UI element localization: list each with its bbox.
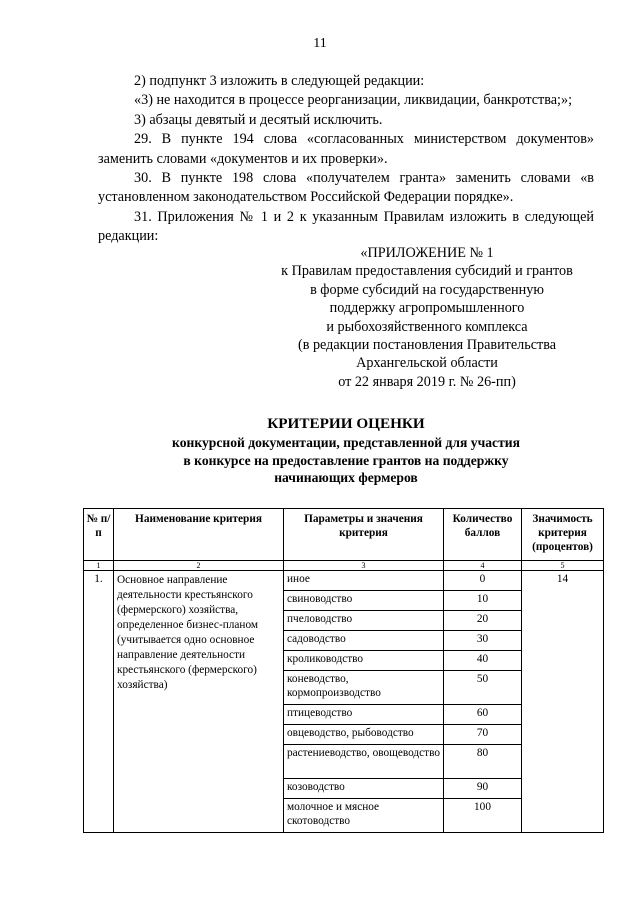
appendix-line: (в редакции постановления Правительства	[297, 337, 557, 354]
parameter-label: пчеловодство	[284, 611, 444, 631]
criterion-name: Основное направление деятельности крестьянского (фермерского) хозяйства, определенное бизнес-планом (учитывается одно основное направление деятельности крестьянского (фермерского) хозяйства)	[114, 571, 284, 833]
parameter-points: 90	[444, 779, 522, 799]
appendix-line: и рыбохозяйственного комплекса	[326, 318, 528, 335]
parameter-points: 0	[444, 571, 522, 591]
heading-title: КРИТЕРИИ ОЦЕНКИ	[267, 415, 425, 432]
parameter-points: 100	[444, 799, 522, 833]
parameter-label: козоводство	[284, 779, 444, 799]
column-number: 4	[444, 561, 522, 571]
criteria-table	[83, 508, 604, 833]
column-header-number: № п/п	[84, 509, 114, 561]
parameter-label: растениеводство, овощеводство	[284, 745, 444, 779]
parameter-label: молочное и мясное скотоводство	[284, 799, 444, 833]
appendix-header	[262, 244, 592, 391]
parameter-label: иное	[284, 571, 444, 591]
parameter-label: кролиководство	[284, 651, 444, 671]
heading-line: в конкурсе на предоставление грантов на поддержку	[183, 452, 509, 468]
column-header-points: Количество баллов	[444, 509, 522, 561]
parameter-label: садоводство	[284, 631, 444, 651]
appendix-line: к Правилам предоставления субсидий и грантов	[281, 263, 573, 280]
parameter-label: свиноводство	[284, 591, 444, 611]
parameter-points: 60	[444, 705, 522, 725]
parameter-points: 80	[444, 745, 522, 779]
row-number: 1.	[84, 571, 114, 833]
column-number: 5	[522, 561, 604, 571]
parameter-points: 20	[444, 611, 522, 631]
paragraph: «3) не находится в процессе реорганизации, ликвидации, банкротства;»;	[134, 92, 573, 109]
appendix-line: Архангельской области	[356, 355, 498, 372]
paragraph: 29. В пункте 194 слова «согласованных министерством документов» заменить словами «документов и их проверки».	[98, 131, 594, 167]
column-number: 1	[84, 561, 114, 571]
column-header-significance: Значимость критерия (процентов)	[522, 509, 604, 561]
column-header-parameters: Параметры и значения критерия	[284, 509, 444, 561]
column-header-criterion: Наименование критерия	[114, 509, 284, 561]
table-header-row	[84, 509, 604, 561]
paragraph: 2) подпункт 3 изложить в следующей редакции:	[134, 73, 425, 89]
appendix-line: «ПРИЛОЖЕНИЕ № 1	[360, 245, 494, 261]
column-numbering-row	[84, 561, 604, 571]
paragraph: 30. В пункте 198 слова «получателем гранта» заменить словами «в установленном законодательством Российской Федерации порядке».	[98, 170, 594, 206]
parameter-points: 30	[444, 631, 522, 651]
appendix-line: поддержку агропромышленного	[329, 300, 525, 317]
heading-line: начинающих фермеров	[274, 470, 418, 486]
criteria-heading	[98, 414, 594, 487]
parameter-points: 70	[444, 725, 522, 745]
parameter-label: птицеводство	[284, 705, 444, 725]
amendment-text	[98, 72, 594, 247]
column-number: 3	[284, 561, 444, 571]
appendix-line: от 22 января 2019 г. № 26-пп)	[338, 373, 516, 390]
parameter-label: коневодство, кормопроизводство	[284, 671, 444, 705]
paragraph: 31. Приложения № 1 и 2 к указанным Правилам изложить в следующей редакции:	[98, 208, 594, 245]
heading-line: конкурсной документации, представленной для участия	[172, 435, 520, 450]
column-number: 2	[114, 561, 284, 571]
parameter-label: овцеводство, рыбоводство	[284, 725, 444, 745]
parameter-points: 40	[444, 651, 522, 671]
criterion-significance: 14	[522, 571, 604, 833]
appendix-line: в форме субсидий на государственную	[310, 281, 544, 298]
page-number: 11	[313, 36, 327, 51]
parameter-points: 50	[444, 671, 522, 705]
paragraph: 3) абзацы девятый и десятый исключить.	[134, 111, 383, 128]
table-row	[84, 571, 604, 591]
parameter-points: 10	[444, 591, 522, 611]
